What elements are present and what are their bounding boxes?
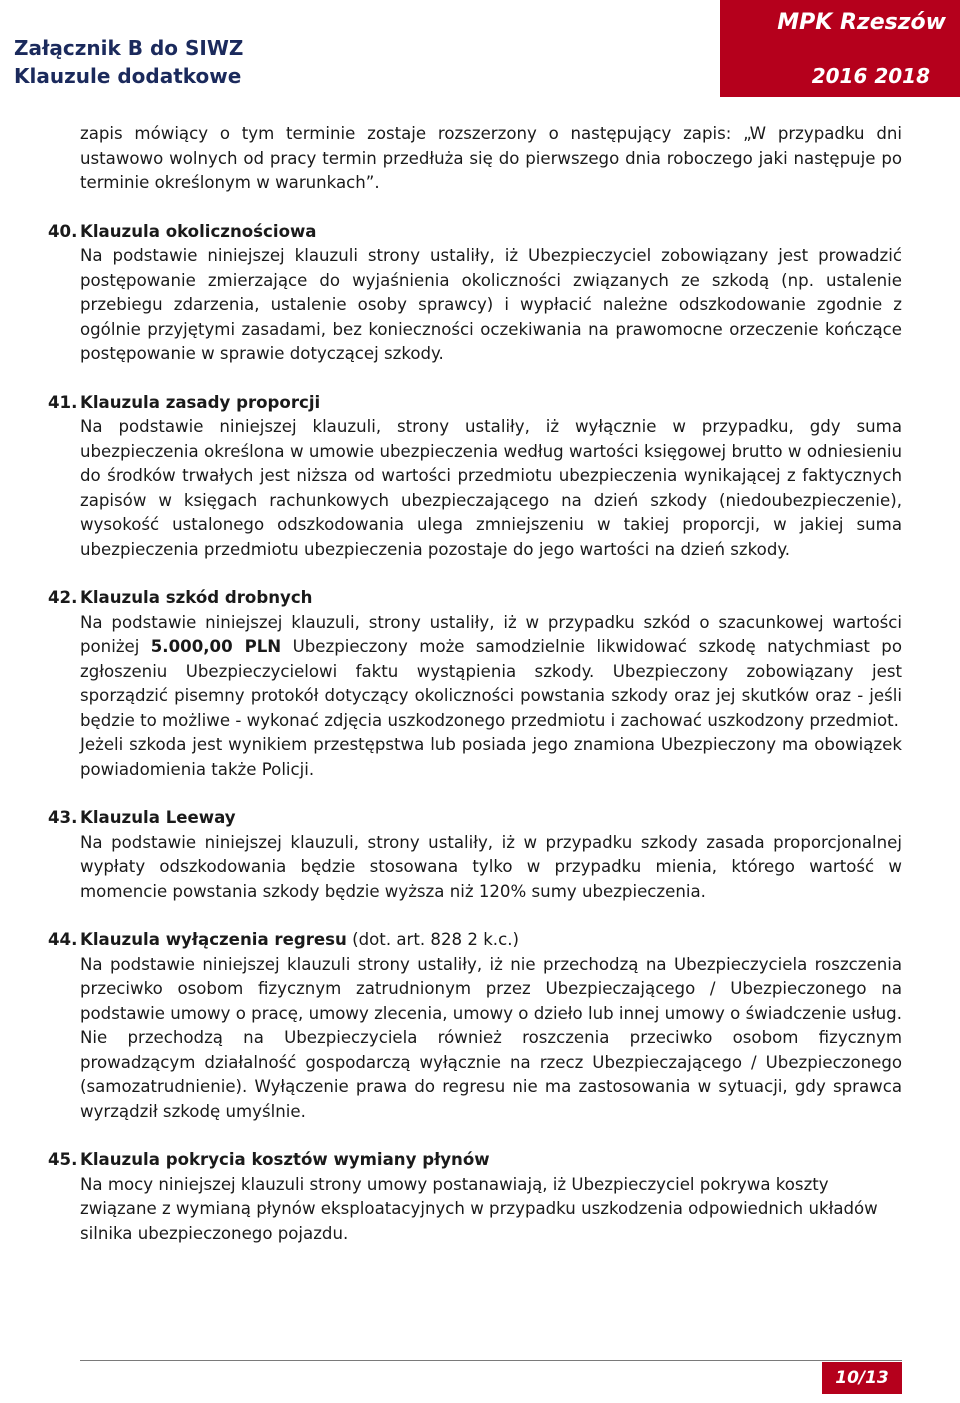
- clause-body: Na podstawie niniejszej klauzuli strony ustaliły, iż nie przechodzą na Ubezpieczyciela roszczenia przeciwko osobom fizycznym zatrudnionym przez Ubezpieczającego / Ubezpieczonego na podstawie umowy o pracę, umowy zlecenia, umowy o dzieło lub innej umowy o świadczenie usług. Nie przechodzą na Ubezpieczyciela również roszczenia przeciwko osobom fizycznym prowadzącym działalność gospodarczą wyłącznie na rzecz Ubezpieczającego / Ubezpieczonego (samozatrudnienie). Wyłączenie prawa do regresu nie ma zastosowania w sytuacji, gdy sprawca wyrządził szkodę umyślnie.: [80, 954, 902, 1121]
- clause-title: Klauzula wyłączenia regresu: [80, 930, 347, 949]
- footer-divider: [80, 1360, 902, 1361]
- clause-43: [48, 806, 902, 904]
- clause-body-second: Jeżeli szkoda jest wynikiem przestępstwa lub posiada jego znamiona Ubezpieczony ma obowiązek powiadomienia także Policji.: [80, 735, 902, 779]
- clause-heading: [48, 806, 902, 831]
- clause-title-reference: (dot. art. 828 2 k.c.): [346, 930, 519, 949]
- page-number: 10/13: [822, 1362, 902, 1394]
- clause-title: Klauzula zasady proporcji: [80, 392, 321, 412]
- header-title-line2: Klauzule dodatkowe: [14, 64, 242, 88]
- clause-body: Na mocy niniejszej klauzuli strony umowy postanawiają, iż Ubezpieczyciel pokrywa koszty związane z wymianą płynów eksploatacyjnych w przypadku uszkodzenia odpowiednich układów silnika ubezpieczonego pojazdu.: [80, 1174, 878, 1243]
- clause-44: [48, 928, 902, 1124]
- clause-number: 43.: [48, 808, 78, 827]
- clause-40: [48, 220, 902, 367]
- clause-title: Klauzula Leeway: [80, 808, 236, 827]
- clause-body-part1: Na podstawie niniejszej klauzuli, strony ustaliły, iż w przypadku szkód o szacunkowej wartości poniżej: [80, 612, 902, 656]
- document-body: [48, 122, 902, 1246]
- clause-number: 40.: [48, 221, 78, 241]
- clause-body: Na podstawie niniejszej klauzuli, strony ustaliły, iż wyłącznie w przypadku, gdy suma ubezpieczenia określona w umowie ubezpieczenia według wartości księgowej brutto w odniesieniu do środków trwałych jest niższa od wartości przedmiotu ubezpieczenia wynikającej z faktycznych zapisów w księgach rachunkowych ubezpieczającego na dzień szkody (niedoubezpieczenie), wysokość ustalonego odszkodowania ulega zmniejszeniu w takiej proporcji, w jakiej suma ubezpieczenia przedmiotu ubezpieczenia pozostaje do jego wartości na dzień szkody.: [80, 417, 902, 559]
- clause-number: 45.: [48, 1150, 78, 1169]
- intro-paragraph: zapis mówiący o tym terminie zostaje rozszerzony o następujący zapis: „W przypadku dni ustawowo wolnych od pracy termin przedłuża się do pierwszego dnia roboczego jaki następuje po terminie określonym w warunkach”.: [80, 124, 902, 192]
- clause-heading: [48, 586, 902, 611]
- clause-number: 44.: [48, 930, 78, 949]
- clause-heading: [48, 391, 902, 416]
- clause-45: [48, 1148, 902, 1246]
- clause-title: Klauzula pokrycia kosztów wymiany płynów: [80, 1150, 490, 1169]
- clause-heading: [48, 220, 902, 245]
- clause-body-part2: Ubezpieczony może samodzielnie likwidować szkodę natychmiast po zgłoszeniu Ubezpieczycielowi faktu wystąpienia szkody. Ubezpieczony zobowiązany jest sporządzić pisemny protokół dotyczący okoliczności powstania szkody oraz jej skutków oraz - jeśli będzie to możliwe - wykonać zdjęcia uszkodzonego przedmiotu i zachować uszkodzony przedmiot.: [80, 637, 902, 730]
- clause-body: [80, 611, 902, 734]
- clause-heading: [48, 928, 902, 953]
- clause-title: Klauzula okolicznościowa: [80, 221, 317, 241]
- clause-number: 42.: [48, 588, 78, 607]
- header-title-line1: Załącznik B do SIWZ: [14, 36, 244, 60]
- header-years: 2016 2018: [811, 64, 930, 88]
- page-header: [0, 0, 960, 97]
- clause-body: Na podstawie niniejszej klauzuli, strony ustaliły, iż w przypadku szkody zasada proporcjonalnej wypłaty odszkodowania będzie stosowana tylko w przypadku mienia, którego wartość w momencie powstania szkody będzie wyższa niż 120% sumy ubezpieczenia.: [80, 832, 902, 901]
- header-brand: MPK Rzeszów: [777, 10, 946, 35]
- clause-body: Na podstawie niniejszej klauzuli strony ustaliły, iż Ubezpieczyciel zobowiązany jest prowadzić postępowanie zmierzające do wyjaśnienia okoliczności związanych ze szkodą (np. ustalenie przebiegu zdarzenia, ustalenie osoby sprawcy) i wypłacić należne odszkodowanie zgodnie z ogólnie przyjętymi zasadami, bez konieczności oczekiwania na prawomocne orzeczenie kończące postępowanie w sprawie dotyczącej szkody.: [80, 246, 902, 363]
- header-brand-panel: [720, 0, 960, 97]
- clause-heading: [48, 1148, 902, 1173]
- amount-value: 5.000,00 PLN: [150, 637, 282, 656]
- header-left-panel: [0, 0, 720, 97]
- clause-42: [48, 586, 902, 782]
- clause-number: 41.: [48, 392, 78, 412]
- clause-title: Klauzula szkód drobnych: [80, 588, 313, 607]
- clause-41: [48, 391, 902, 563]
